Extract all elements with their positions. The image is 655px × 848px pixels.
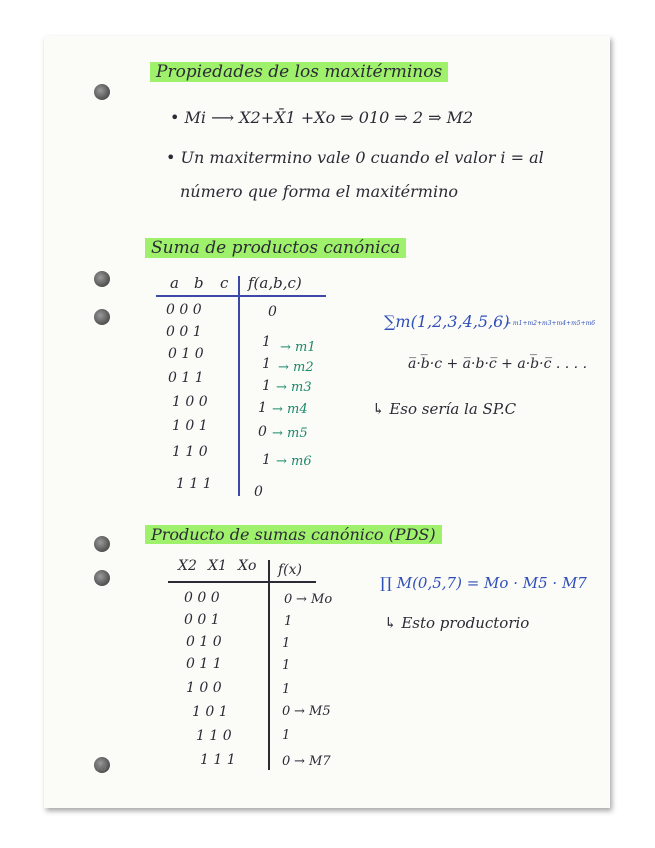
maxiterm-title: Propiedades de los maxitérminos xyxy=(150,62,448,82)
pos-header-f: f(x) xyxy=(278,562,303,578)
pos-note: ↳ Esto productorio xyxy=(384,614,530,632)
pos-row-f: 1 xyxy=(284,614,293,629)
spc-row-f: 0 xyxy=(268,304,277,320)
spc-row-bits: 0 0 1 xyxy=(166,324,202,340)
spc-row-minterm: → m3 xyxy=(276,380,312,395)
spc-header-b: b xyxy=(194,274,204,292)
pos-row-f: 1 xyxy=(282,636,291,651)
spc-row-bits: 1 1 1 xyxy=(176,476,212,492)
pos-row-bits: 0 1 0 xyxy=(186,634,222,650)
pos-row-bits: 1 0 0 xyxy=(186,680,222,696)
spc-row-minterm: → m6 xyxy=(276,454,312,469)
spc-table-divider xyxy=(238,276,240,496)
binder-hole xyxy=(94,536,110,552)
spc-note: ↳ Eso sería la SP.C xyxy=(372,400,517,418)
maxiterm-line-2: • Un maxitermino vale 0 cuando el valor i = al xyxy=(166,148,544,167)
pos-row-maxterm: → M5 xyxy=(294,704,331,719)
binder-hole xyxy=(94,271,110,287)
spc-row-f: 1 xyxy=(262,452,271,468)
pos-row-bits: 0 0 1 xyxy=(184,612,220,628)
spc-row-minterm: → m1 xyxy=(280,340,316,355)
spc-row-bits: 1 0 0 xyxy=(172,394,208,410)
maxiterm-line-1: • Mi ⟶ X2+X̄1 +Xo ⇒ 010 ⇒ 2 ⇒ M2 xyxy=(170,108,474,127)
pos-row-f: 1 xyxy=(282,728,291,743)
spc-row-f: 1 xyxy=(258,400,267,416)
pos-header-x2: X2 xyxy=(178,558,197,574)
spc-table-rule xyxy=(156,295,326,297)
pos-table-divider xyxy=(268,560,270,770)
spc-expression: a̅·b̅·c + a̅·b·c̅ + a·b̅·c̅ . . . . xyxy=(408,356,588,372)
pos-header-x1: X1 xyxy=(208,558,227,574)
spc-row-f: 1 xyxy=(262,334,271,350)
spc-title: Suma de productos canónica xyxy=(145,238,406,258)
spc-row-f: 0 xyxy=(254,484,263,500)
pos-row-f: 0 xyxy=(282,754,291,769)
spc-row-f: 1 xyxy=(262,378,271,394)
spc-row-minterm: → m4 xyxy=(272,402,308,417)
spc-row-bits: 0 1 0 xyxy=(168,346,204,362)
pos-row-f: 1 xyxy=(282,682,291,697)
spc-row-minterm: → m2 xyxy=(278,360,314,375)
pos-row-bits: 1 1 0 xyxy=(196,728,232,744)
pos-row-f: 0 xyxy=(284,592,293,607)
binder-hole xyxy=(94,570,110,586)
maxiterm-line-3: número que forma el maxitérmino xyxy=(180,182,459,201)
pos-row-bits: 1 1 1 xyxy=(200,752,236,768)
spc-row-f: 0 xyxy=(258,424,267,440)
spc-row-minterm: → m5 xyxy=(272,426,308,441)
pos-maxterm-product: ∏ M(0,5,7) = Mo · M5 · M7 xyxy=(380,574,587,592)
spc-minterm-sum-detail: = m1+m2+m3+m4+m5+m6 xyxy=(506,320,596,327)
pos-table-rule xyxy=(168,581,316,583)
spc-row-bits: 0 0 0 xyxy=(166,302,202,318)
spc-minterm-sum: ∑m(1,2,3,4,5,6) xyxy=(384,312,510,331)
spc-row-bits: 1 1 0 xyxy=(172,444,208,460)
spc-row-bits: 1 0 1 xyxy=(172,418,208,434)
spc-header-c: c xyxy=(220,274,229,292)
spc-header-f: f(a,b,c) xyxy=(248,274,302,292)
pos-row-bits: 0 0 0 xyxy=(184,590,220,606)
spc-row-f: 1 xyxy=(262,356,271,372)
pos-row-maxterm: → Mo xyxy=(296,592,333,607)
pos-row-f: 0 xyxy=(282,704,291,719)
binder-hole xyxy=(94,309,110,325)
pos-title: Producto de sumas canónico (PDS) xyxy=(145,525,442,544)
binder-hole xyxy=(94,84,110,100)
page-number: 10 xyxy=(95,764,107,774)
pos-row-maxterm: → M7 xyxy=(294,754,331,769)
pos-row-f: 1 xyxy=(282,658,291,673)
pos-row-bits: 0 1 1 xyxy=(186,656,222,672)
pos-row-bits: 1 0 1 xyxy=(192,704,228,720)
spc-header-a: a xyxy=(170,274,179,292)
spc-row-bits: 0 1 1 xyxy=(168,370,204,386)
pos-header-x0: Xo xyxy=(238,558,257,574)
